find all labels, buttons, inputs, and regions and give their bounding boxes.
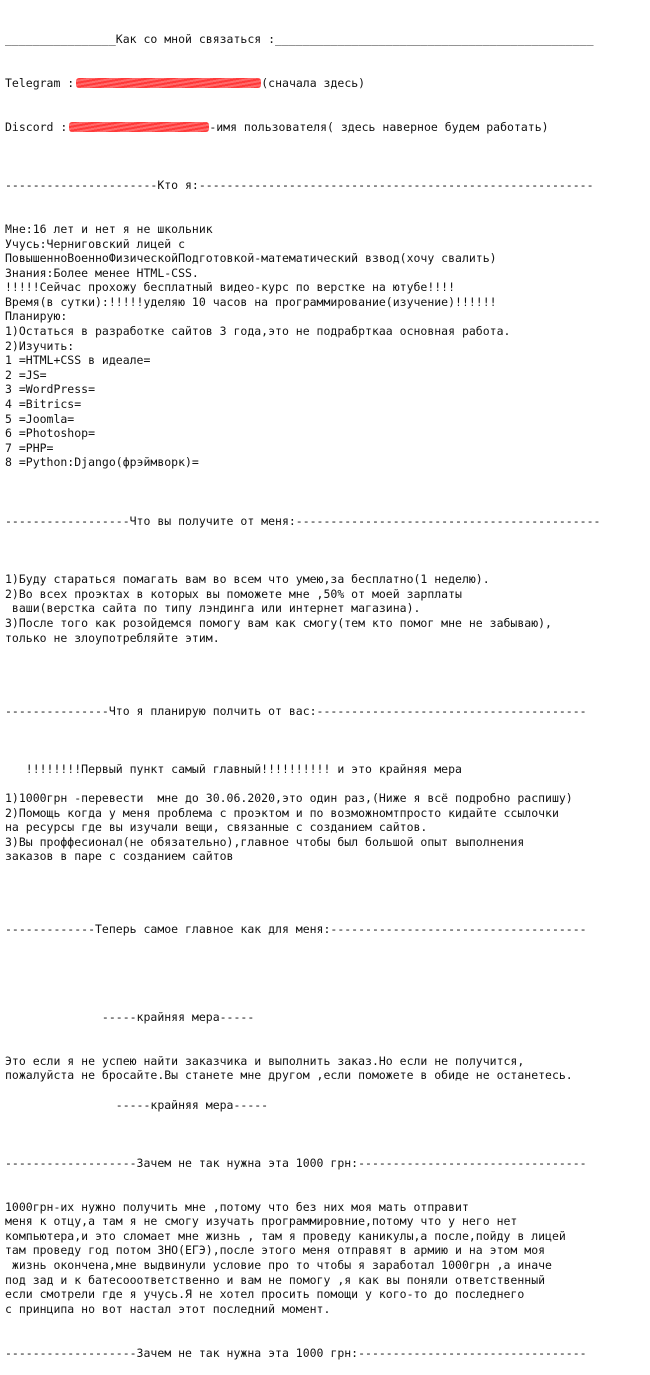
contacts-header: ________________Как со мной связаться :______________________________________________	[5, 32, 594, 47]
text-line: 1)Буду стараться помагать вам во всем что умею,за бесплатно(1 неделю).	[5, 572, 490, 587]
i-get-section	[5, 747, 600, 878]
text-line	[5, 1025, 600, 1040]
text-line	[5, 1039, 600, 1054]
text-line: 7 =PHP=	[5, 440, 54, 455]
you-get-section	[5, 558, 600, 660]
text-line	[5, 981, 600, 996]
discord-line	[5, 120, 600, 135]
text-line	[5, 966, 600, 981]
text-line: Знания:Более менее HTML-CSS.	[5, 265, 199, 280]
text-line: 3)Вы проффесионал(не обязательно),главное чтобы был большой опыт выполнения	[5, 834, 525, 849]
text-line: -----крайняя мера-----	[5, 1009, 255, 1024]
text-line: 5 =Joomla=	[5, 411, 75, 426]
why-footer: -------------------Зачем не так нужна эта 1000 грн:---------------------------------	[5, 1345, 587, 1360]
text-line: там проведу год потом ЗНО(ЕГЭ),после этого меня отправят в армию и на этом моя	[5, 1243, 546, 1258]
document-text	[5, 3, 600, 1375]
text-line: !!!!!Сейчас прохожу бесплатный видео-курс по верстке на ютубе!!!!	[5, 280, 456, 295]
text-line: ваши(верстка сайта по типу лэндинга или интернет магазина).	[5, 601, 421, 616]
text-line: ПовышенноВоенноФизическойПодготовкой-математический взвод(хочу свалить)	[5, 251, 497, 266]
text-line: 1000грн-их нужно получить мне ,потому что без них моя мать отправит	[5, 1199, 469, 1214]
about-header: ----------------------Кто я:---------------------------------------------------------	[5, 178, 594, 193]
text-line: с принципа но вот настал этот последний момент.	[5, 1301, 331, 1316]
text-line: под зад и к батесооответственно и вам не помогу ,я как вы поняли ответственный	[5, 1272, 546, 1287]
text-line: 4 =Bitrics=	[5, 397, 82, 412]
text-line: 2)Помощь когда у меня проблема с проэктом и по возможномтпросто кидайте ссылочки	[5, 805, 559, 820]
text-line	[5, 776, 600, 791]
text-line: пожалуйста не бросайте.Вы станете мне другом ,если поможете в обиде не останетесь.	[5, 1068, 573, 1083]
why-section	[5, 1200, 600, 1317]
redacted-telegram-scribble	[76, 78, 261, 88]
telegram-line	[5, 76, 600, 91]
discord-note: -имя пользователя( здесь наверное будем работать)	[209, 119, 549, 134]
text-line: !!!!!!!!Первый пункт самый главный!!!!!!!!!! и это крайняя мера	[5, 761, 462, 776]
text-line: Учусь:Черниговский лицей с	[5, 236, 186, 251]
text-line	[5, 1083, 600, 1098]
redacted-discord-scribble	[69, 122, 209, 132]
text-line: Это если я не успею найти заказчика и выполнить заказ.Но если не получится,	[5, 1053, 525, 1068]
text-line: 2)Во всех проэктах в которых вы поможете мне ,50% от моей зарплаты	[5, 586, 462, 601]
telegram-label: Telegram :	[5, 75, 75, 90]
why-header: -------------------Зачем не так нужна эта 1000 грн:---------------------------------	[5, 1155, 587, 1170]
main-header: -------------Теперь самое главное как для меня:-------------------------------------	[5, 922, 587, 937]
text-line: жизнь окончена,мне выдвинули условие про то чтобы я заработал 1000грн ,а иначе	[5, 1258, 552, 1273]
text-line: 6 =Photoshop=	[5, 426, 96, 441]
text-line: Время(в сутки):!!!!!уделяю 10 часов на программирование(изучение)!!!!!!	[5, 294, 497, 309]
text-line: 2 =JS=	[5, 367, 47, 382]
you-get-header: ------------------Что вы получите от меня:--------------------------------------------	[5, 513, 601, 528]
text-line: Планирую:	[5, 309, 68, 324]
text-line	[5, 558, 600, 573]
text-line: заказов в паре с созданием сайтов	[5, 849, 234, 864]
text-line: меня к отцу,а там я не смогу изучать программировние,потому что у него нет	[5, 1214, 518, 1229]
text-line	[5, 995, 600, 1010]
text-line	[5, 645, 600, 660]
discord-label: Discord :	[5, 119, 68, 134]
text-line: 2)Изучить:	[5, 338, 75, 353]
text-line: 3 =WordPress=	[5, 382, 96, 397]
main-section	[5, 966, 600, 1112]
text-line: 8 =Python:Django(фрэймворк)=	[5, 455, 199, 470]
text-line: 1 =HTML+CSS в идеале=	[5, 353, 151, 368]
text-line	[5, 747, 600, 762]
text-line: компьютера,и это сломает мне жизнь , там я проведу каникулы,а после,пойду в лицей	[5, 1228, 566, 1243]
i-get-header: ---------------Что я планирую полчить от вас:---------------------------------------	[5, 703, 587, 718]
text-line: только не злоупотребляйте этим.	[5, 630, 220, 645]
text-line: 1)1000грн -перевести мне до 30.06.2020,это один раз,(Ниже я всё подробно распишу)	[5, 791, 573, 806]
text-line: 1)Остаться в разработке сайтов 3 года,это не подрабрткаа основная работа.	[5, 324, 511, 339]
telegram-note: (сначала здесь)	[261, 75, 366, 90]
text-line: -----крайняя мера-----	[5, 1097, 269, 1112]
text-line: на ресурсы где вы изучали вещи, связанные с созданием сайтов.	[5, 820, 428, 835]
text-line: 3)После того как розойдемся помогу вам как смогу(тем кто помог мне не забываю),	[5, 615, 552, 630]
text-line	[5, 864, 600, 879]
about-section	[5, 222, 600, 470]
text-line: Мне:16 лет и нет я не школьник	[5, 221, 213, 236]
text-line: если смотрели где я учусь.Я не хотел просить помощи у кого-то до последнего	[5, 1287, 525, 1302]
